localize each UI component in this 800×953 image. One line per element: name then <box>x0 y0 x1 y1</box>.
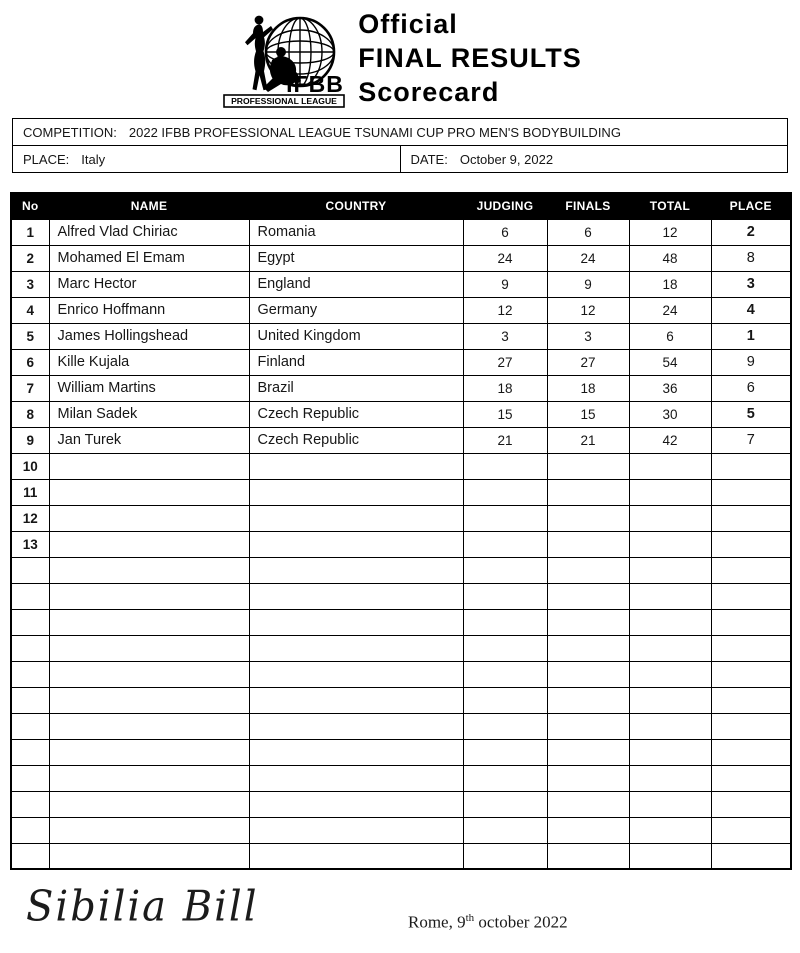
cell-total: 18 <box>629 271 711 297</box>
cell-country <box>249 557 463 583</box>
cell-total <box>629 635 711 661</box>
cell-country: Egypt <box>249 245 463 271</box>
cell-total: 12 <box>629 219 711 245</box>
place-value: Italy <box>81 151 106 167</box>
cell-total: 30 <box>629 401 711 427</box>
table-row <box>11 635 791 661</box>
footer-date-suffix: october 2022 <box>474 912 568 932</box>
cell-no <box>11 713 49 739</box>
cell-name <box>49 843 249 869</box>
cell-finals <box>547 479 629 505</box>
place-date-row <box>13 146 788 173</box>
competition-label: COMPETITION: <box>23 124 117 140</box>
table-row <box>11 583 791 609</box>
cell-name <box>49 557 249 583</box>
cell-total: 42 <box>629 427 711 453</box>
cell-name <box>49 609 249 635</box>
cell-country <box>249 713 463 739</box>
cell-no: 5 <box>11 323 49 349</box>
cell-total <box>629 609 711 635</box>
title-block <box>358 7 582 109</box>
cell-place <box>711 505 791 531</box>
cell-finals: 21 <box>547 427 629 453</box>
table-row <box>11 219 791 245</box>
cell-no <box>11 765 49 791</box>
cell-name <box>49 817 249 843</box>
cell-no: 4 <box>11 297 49 323</box>
table-row <box>11 323 791 349</box>
table-row <box>11 245 791 271</box>
ifbb-logo <box>218 8 350 108</box>
col-header-finals: FINALS <box>547 193 629 219</box>
cell-finals <box>547 557 629 583</box>
table-row <box>11 479 791 505</box>
cell-judging <box>463 635 547 661</box>
cell-place: 2 <box>711 219 791 245</box>
cell-total <box>629 505 711 531</box>
cell-country <box>249 505 463 531</box>
cell-finals <box>547 687 629 713</box>
cell-place <box>711 791 791 817</box>
cell-country <box>249 843 463 869</box>
cell-name: Mohamed El Emam <box>49 245 249 271</box>
cell-name <box>49 713 249 739</box>
cell-no <box>11 817 49 843</box>
table-row <box>11 297 791 323</box>
cell-country <box>249 687 463 713</box>
footer <box>0 870 800 950</box>
cell-judging <box>463 687 547 713</box>
cell-place <box>711 557 791 583</box>
cell-no: 8 <box>11 401 49 427</box>
cell-place: 1 <box>711 323 791 349</box>
cell-finals: 3 <box>547 323 629 349</box>
cell-total <box>629 531 711 557</box>
cell-total: 36 <box>629 375 711 401</box>
cell-name: Enrico Hoffmann <box>49 297 249 323</box>
cell-total: 54 <box>629 349 711 375</box>
cell-place <box>711 817 791 843</box>
cell-judging: 6 <box>463 219 547 245</box>
cell-name: William Martins <box>49 375 249 401</box>
cell-no: 9 <box>11 427 49 453</box>
cell-judging <box>463 765 547 791</box>
cell-no: 12 <box>11 505 49 531</box>
cell-country <box>249 479 463 505</box>
cell-place <box>711 479 791 505</box>
cell-name: Marc Hector <box>49 271 249 297</box>
cell-no: 10 <box>11 453 49 479</box>
cell-total <box>629 557 711 583</box>
title-line-1: Official <box>358 8 458 39</box>
table-row <box>11 843 791 869</box>
cell-name: Milan Sadek <box>49 401 249 427</box>
cell-judging: 3 <box>463 323 547 349</box>
cell-place <box>711 687 791 713</box>
cell-place <box>711 453 791 479</box>
cell-name <box>49 531 249 557</box>
cell-judging <box>463 505 547 531</box>
cell-name: Kille Kujala <box>49 349 249 375</box>
cell-country <box>249 661 463 687</box>
cell-country: United Kingdom <box>249 323 463 349</box>
cell-judging: 15 <box>463 401 547 427</box>
table-row <box>11 765 791 791</box>
cell-judging <box>463 609 547 635</box>
cell-finals <box>547 739 629 765</box>
cell-name <box>49 765 249 791</box>
cell-finals <box>547 609 629 635</box>
cell-country <box>249 765 463 791</box>
cell-name <box>49 687 249 713</box>
cell-no <box>11 583 49 609</box>
cell-place: 5 <box>711 401 791 427</box>
cell-finals: 12 <box>547 297 629 323</box>
table-row <box>11 531 791 557</box>
cell-country: Germany <box>249 297 463 323</box>
cell-judging: 12 <box>463 297 547 323</box>
cell-finals: 9 <box>547 271 629 297</box>
cell-total: 48 <box>629 245 711 271</box>
cell-country <box>249 609 463 635</box>
cell-no: 11 <box>11 479 49 505</box>
cell-judging <box>463 557 547 583</box>
signature: Sibilia Bill <box>26 882 259 932</box>
table-row <box>11 505 791 531</box>
cell-finals <box>547 531 629 557</box>
cell-total: 6 <box>629 323 711 349</box>
results-header <box>11 193 791 219</box>
cell-finals <box>547 505 629 531</box>
cell-judging: 18 <box>463 375 547 401</box>
cell-place <box>711 583 791 609</box>
cell-name <box>49 583 249 609</box>
cell-country <box>249 817 463 843</box>
cell-total <box>629 713 711 739</box>
cell-name <box>49 791 249 817</box>
cell-finals: 15 <box>547 401 629 427</box>
cell-judging: 21 <box>463 427 547 453</box>
cell-judging: 24 <box>463 245 547 271</box>
cell-name: James Hollingshead <box>49 323 249 349</box>
table-row <box>11 271 791 297</box>
cell-place <box>711 661 791 687</box>
cell-no: 2 <box>11 245 49 271</box>
cell-country: Finland <box>249 349 463 375</box>
cell-place <box>711 713 791 739</box>
cell-no: 6 <box>11 349 49 375</box>
cell-name <box>49 739 249 765</box>
cell-country <box>249 583 463 609</box>
ifbb-wordmark: IFBB <box>286 70 345 97</box>
cell-judging: 9 <box>463 271 547 297</box>
cell-finals <box>547 453 629 479</box>
cell-country: Czech Republic <box>249 427 463 453</box>
cell-place: 7 <box>711 427 791 453</box>
cell-country <box>249 635 463 661</box>
cell-total <box>629 661 711 687</box>
table-row <box>11 349 791 375</box>
cell-finals <box>547 791 629 817</box>
cell-finals: 18 <box>547 375 629 401</box>
cell-judging <box>463 661 547 687</box>
cell-place: 9 <box>711 349 791 375</box>
table-row <box>11 791 791 817</box>
col-header-name: NAME <box>49 193 249 219</box>
cell-name: Jan Turek <box>49 427 249 453</box>
title-line-2: FINAL RESULTS <box>358 42 582 73</box>
cell-judging <box>463 817 547 843</box>
cell-total: 24 <box>629 297 711 323</box>
cell-no <box>11 609 49 635</box>
competition-value: 2022 IFBB PROFESSIONAL LEAGUE TSUNAMI CUP PRO MEN'S BODYBUILDING <box>128 124 621 140</box>
cell-total <box>629 817 711 843</box>
league-subtitle: PROFESSIONAL LEAGUE <box>231 95 338 106</box>
cell-place: 3 <box>711 271 791 297</box>
cell-no <box>11 661 49 687</box>
cell-total <box>629 765 711 791</box>
table-row <box>11 713 791 739</box>
competition-info-table <box>12 118 788 173</box>
cell-no: 3 <box>11 271 49 297</box>
cell-place <box>711 609 791 635</box>
cell-total <box>629 453 711 479</box>
cell-finals <box>547 583 629 609</box>
col-header-country: COUNTRY <box>249 193 463 219</box>
cell-total <box>629 843 711 869</box>
table-row <box>11 557 791 583</box>
cell-finals <box>547 765 629 791</box>
table-row <box>11 609 791 635</box>
col-header-total: TOTAL <box>629 193 711 219</box>
cell-finals <box>547 635 629 661</box>
table-row <box>11 427 791 453</box>
cell-name <box>49 635 249 661</box>
masthead <box>0 0 800 108</box>
cell-total <box>629 739 711 765</box>
results-table <box>10 192 792 870</box>
date-cell <box>400 146 788 173</box>
cell-judging <box>463 791 547 817</box>
cell-country <box>249 453 463 479</box>
cell-judging <box>463 453 547 479</box>
cell-name <box>49 505 249 531</box>
cell-country: Czech Republic <box>249 401 463 427</box>
cell-finals: 6 <box>547 219 629 245</box>
cell-place: 6 <box>711 375 791 401</box>
cell-total <box>629 583 711 609</box>
footer-date-prefix: Rome, 9 <box>408 912 466 932</box>
cell-place <box>711 843 791 869</box>
cell-country <box>249 739 463 765</box>
cell-judging <box>463 739 547 765</box>
cell-finals: 24 <box>547 245 629 271</box>
cell-no: 13 <box>11 531 49 557</box>
footer-date-ordinal: th <box>465 912 475 924</box>
cell-no <box>11 635 49 661</box>
cell-name <box>49 661 249 687</box>
cell-place <box>711 739 791 765</box>
cell-name <box>49 479 249 505</box>
col-header-judging: JUDGING <box>463 193 547 219</box>
cell-name <box>49 453 249 479</box>
cell-country <box>249 791 463 817</box>
header-row <box>11 193 791 219</box>
cell-country: Romania <box>249 219 463 245</box>
cell-judging <box>463 531 547 557</box>
cell-country <box>249 531 463 557</box>
date-value: October 9, 2022 <box>459 151 554 167</box>
cell-judging: 27 <box>463 349 547 375</box>
cell-finals <box>547 843 629 869</box>
cell-finals <box>547 661 629 687</box>
cell-place: 4 <box>711 297 791 323</box>
table-row <box>11 687 791 713</box>
competition-row <box>13 119 788 146</box>
cell-no <box>11 557 49 583</box>
competition-cell <box>13 119 788 146</box>
cell-place <box>711 635 791 661</box>
cell-no <box>11 739 49 765</box>
table-row <box>11 661 791 687</box>
cell-no <box>11 791 49 817</box>
cell-total <box>629 479 711 505</box>
table-row <box>11 817 791 843</box>
cell-place <box>711 765 791 791</box>
cell-place <box>711 531 791 557</box>
cell-finals <box>547 817 629 843</box>
table-row <box>11 401 791 427</box>
cell-no <box>11 843 49 869</box>
results-tbody <box>11 219 791 869</box>
table-row <box>11 375 791 401</box>
place-cell <box>13 146 401 173</box>
ifbb-logo-graphic <box>218 8 350 108</box>
cell-no: 1 <box>11 219 49 245</box>
cell-judging <box>463 583 547 609</box>
cell-judging <box>463 843 547 869</box>
cell-name: Alfred Vlad Chiriac <box>49 219 249 245</box>
cell-total <box>629 791 711 817</box>
cell-total <box>629 687 711 713</box>
cell-country: Brazil <box>249 375 463 401</box>
cell-country: England <box>249 271 463 297</box>
cell-no <box>11 687 49 713</box>
place-label: PLACE: <box>23 151 70 167</box>
date-label: DATE: <box>410 151 448 167</box>
cell-finals: 27 <box>547 349 629 375</box>
col-header-place: PLACE <box>711 193 791 219</box>
cell-finals <box>547 713 629 739</box>
cell-judging <box>463 713 547 739</box>
footer-place-date <box>408 912 568 933</box>
cell-place: 8 <box>711 245 791 271</box>
table-row <box>11 453 791 479</box>
col-header-no: No <box>11 193 49 219</box>
cell-judging <box>463 479 547 505</box>
title-line-3: Scorecard <box>358 76 500 107</box>
table-row <box>11 739 791 765</box>
cell-no: 7 <box>11 375 49 401</box>
